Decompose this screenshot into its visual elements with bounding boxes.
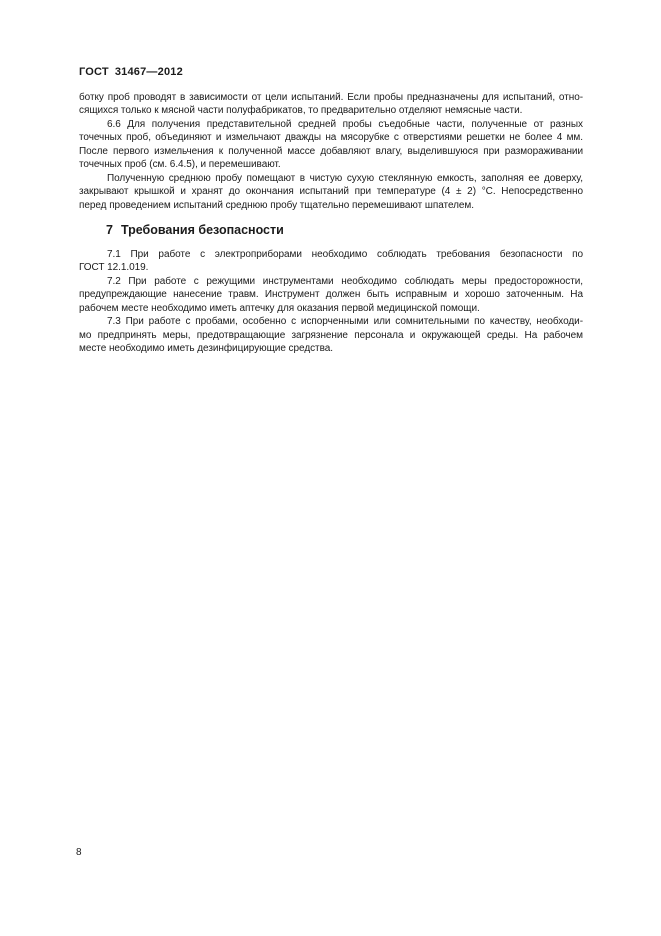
text-line: точечных проб (см. 6.4.5), и перемешивают. — [79, 159, 281, 171]
text-line: сящихся только к мясной части полуфабрикатов, то предварительно отделяют немясные части. — [79, 105, 523, 117]
text-line: перед проведением испытаний среднюю пробу тщательно перемешивают шпателем. — [79, 199, 474, 211]
text-line: После первого измельчения к полученной массе добавляют влагу, выделившуюся при размораживании — [79, 145, 583, 157]
doc-number: 31467—2012 — [114, 66, 183, 78]
document-header — [79, 66, 183, 78]
section-heading — [106, 223, 284, 238]
body-text — [79, 91, 583, 212]
doc-code: ГОСТ — [79, 66, 109, 78]
text-line: мо предпринять меры, предотвращающие загрязнение персонала и окружающей среды. На рабочем — [79, 329, 583, 341]
text-line: 6.6 Для получения представительной средней пробы съедобные части, полученные от разных — [107, 118, 583, 130]
section-title: Требования безопасности — [120, 223, 284, 237]
page-number: 8 — [76, 847, 82, 858]
text-line: Полученную среднюю пробу помещают в чистую сухую стеклянную емкость, заполняя ее доверху, — [107, 172, 583, 184]
text-line: рабочем месте необходимо иметь аптечку для оказания первой медицинской помощи. — [79, 302, 480, 314]
text-line: 7.1 При работе с электроприборами необходимо соблюдать требования безопасности по — [107, 249, 583, 260]
text-line: точечных проб, объединяют и измельчают дважды на мясорубке с отверстиями решетки не более 4 мм. — [79, 132, 583, 144]
text-line: 7.2 При работе с режущими инструментами необходимо соблюдать меры предосторожности, — [107, 275, 583, 287]
text-line: месте необходимо иметь дезинфицирующие средства. — [79, 343, 333, 355]
section-number: 7 — [106, 223, 113, 237]
text-line: предупреждающие нанесение травм. Инструмент должен быть исправным и хорошо заточенным. На — [79, 289, 583, 301]
text-line: 7.3 При работе с пробами, особенно с испорченными или сомнительными по качеству, необходи- — [107, 316, 583, 328]
section-text — [79, 248, 583, 356]
text-line: закрывают крышкой и хранят до окончания испытаний при температуре (4 ± 2) °С. Непосредственно — [79, 186, 583, 198]
text-line: ботку проб проводят в зависимости от цели испытаний. Если пробы предназначены для испытаний, отно- — [79, 92, 583, 103]
text-line: ГОСТ 12.1.019. — [79, 262, 149, 274]
